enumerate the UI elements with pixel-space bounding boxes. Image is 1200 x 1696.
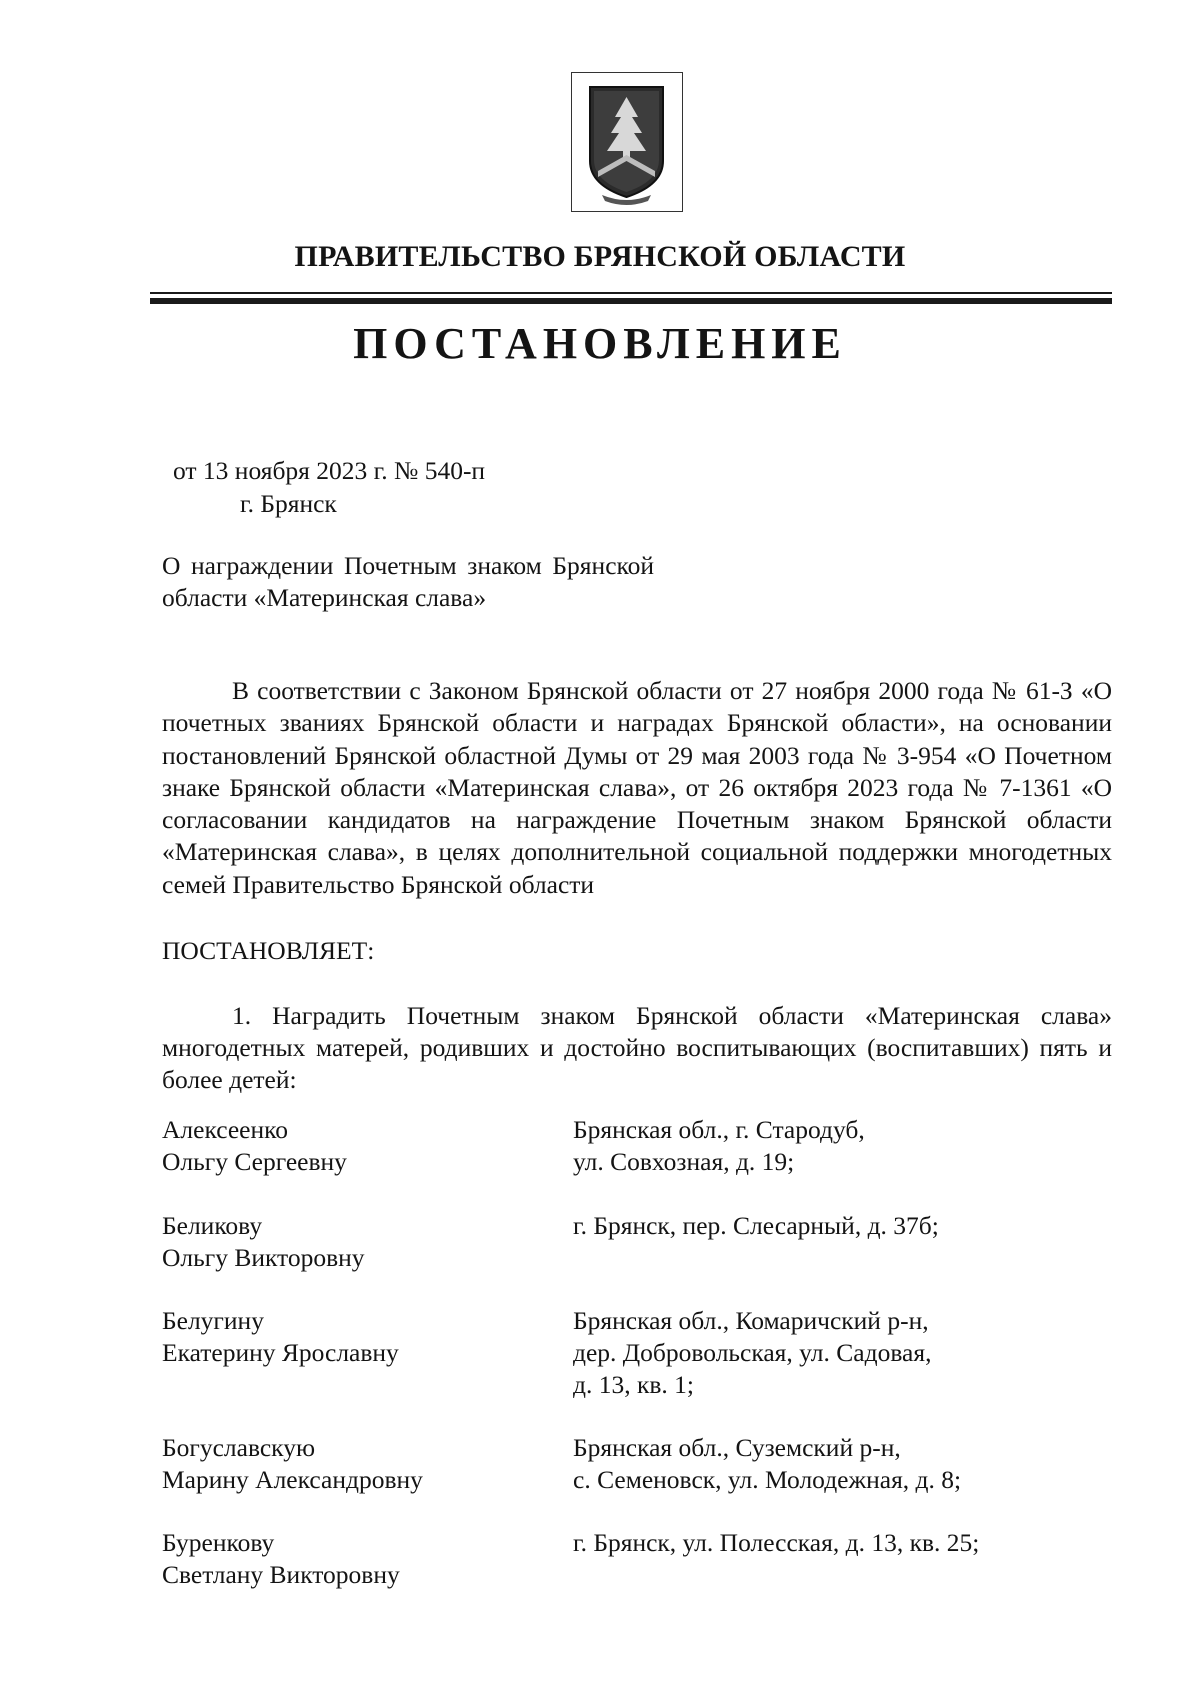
- address-line: г. Брянск, пер. Слесарный, д. 37б;: [573, 1211, 939, 1240]
- coat-of-arms-icon: [572, 73, 681, 210]
- awardee-address: [573, 1210, 939, 1242]
- header-rule-thin: [150, 292, 1112, 294]
- awardee-name: [162, 1210, 365, 1274]
- awardee-name: [162, 1114, 347, 1178]
- awardee-address: [573, 1305, 931, 1401]
- awardee-name: [162, 1305, 399, 1369]
- awardee-given-name: Екатерину Ярославну: [162, 1338, 399, 1367]
- awardee-surname: Алексеенко: [162, 1115, 288, 1144]
- awardee-name: [162, 1527, 400, 1591]
- decree-word: ПОСТАНОВЛЯЕТ:: [162, 936, 375, 965]
- preamble-paragraph: В соответствии с Законом Брянской области от 27 ноября 2000 года № 61-З «О почетных званиях Брянской области и наградах Брянской области», на основании постановлений Брянской областной Думы от 29 мая 2003 года № 3-954 «О Почетном знаке Брянской области «Материнская слава», от 26 октября 2023 года № 7-1361 «О согласовании кандидатов на награждение Почетным знаком Брянской области «Материнская слава», в целях дополнительной социальной поддержки многодетных семей Правительство Брянской области: [162, 676, 1112, 899]
- address-line: Брянская обл., Суземский р-н,: [573, 1433, 901, 1462]
- awardee-given-name: Ольгу Сергеевну: [162, 1147, 347, 1176]
- address-line: г. Брянск, ул. Полесская, д. 13, кв. 25;: [573, 1528, 980, 1557]
- government-title: ПРАВИТЕЛЬСТВО БРЯНСКОЙ ОБЛАСТИ: [294, 240, 906, 273]
- awardee-address: [573, 1432, 961, 1496]
- coat-of-arms-emblem: [571, 72, 683, 212]
- address-line: с. Семеновск, ул. Молодежная, д. 8;: [573, 1465, 962, 1494]
- awardee-name: [162, 1432, 423, 1496]
- awardee-surname: Беликову: [162, 1211, 263, 1240]
- awardee-surname: Богуславскую: [162, 1433, 315, 1462]
- awardee-address: [573, 1114, 865, 1178]
- awardee-surname: Белугину: [162, 1306, 264, 1335]
- document-type-title: ПОСТАНОВЛЕНИЕ: [353, 319, 847, 368]
- address-line: Брянская обл., Комаричский р-н,: [573, 1306, 929, 1335]
- awardee-surname: Буренкову: [162, 1528, 275, 1557]
- city-line: г. Брянск: [240, 489, 337, 518]
- header-rule-thick: [150, 298, 1112, 304]
- awardee-address: [573, 1527, 979, 1559]
- address-line: Брянская обл., г. Стародуб,: [573, 1115, 865, 1144]
- address-line: дер. Добровольская, ул. Садовая,: [573, 1338, 932, 1367]
- awardee-given-name: Светлану Викторовну: [162, 1560, 400, 1589]
- decree-item-1: 1. Наградить Почетным знаком Брянской области «Материнская слава» многодетных матерей, родивших и достойно воспитывающих (воспитавших) пять и более детей:: [162, 1001, 1112, 1094]
- address-line: ул. Совхозная, д. 19;: [573, 1147, 795, 1176]
- address-line: д. 13, кв. 1;: [573, 1370, 694, 1399]
- awardee-given-name: Ольгу Викторовну: [162, 1243, 365, 1272]
- subject-heading: О награждении Почетным знаком Брянской области «Материнская слава»: [162, 551, 654, 612]
- date-number-line: от 13 ноября 2023 г. № 540-п: [173, 456, 486, 485]
- awardee-given-name: Марину Александровну: [162, 1465, 423, 1494]
